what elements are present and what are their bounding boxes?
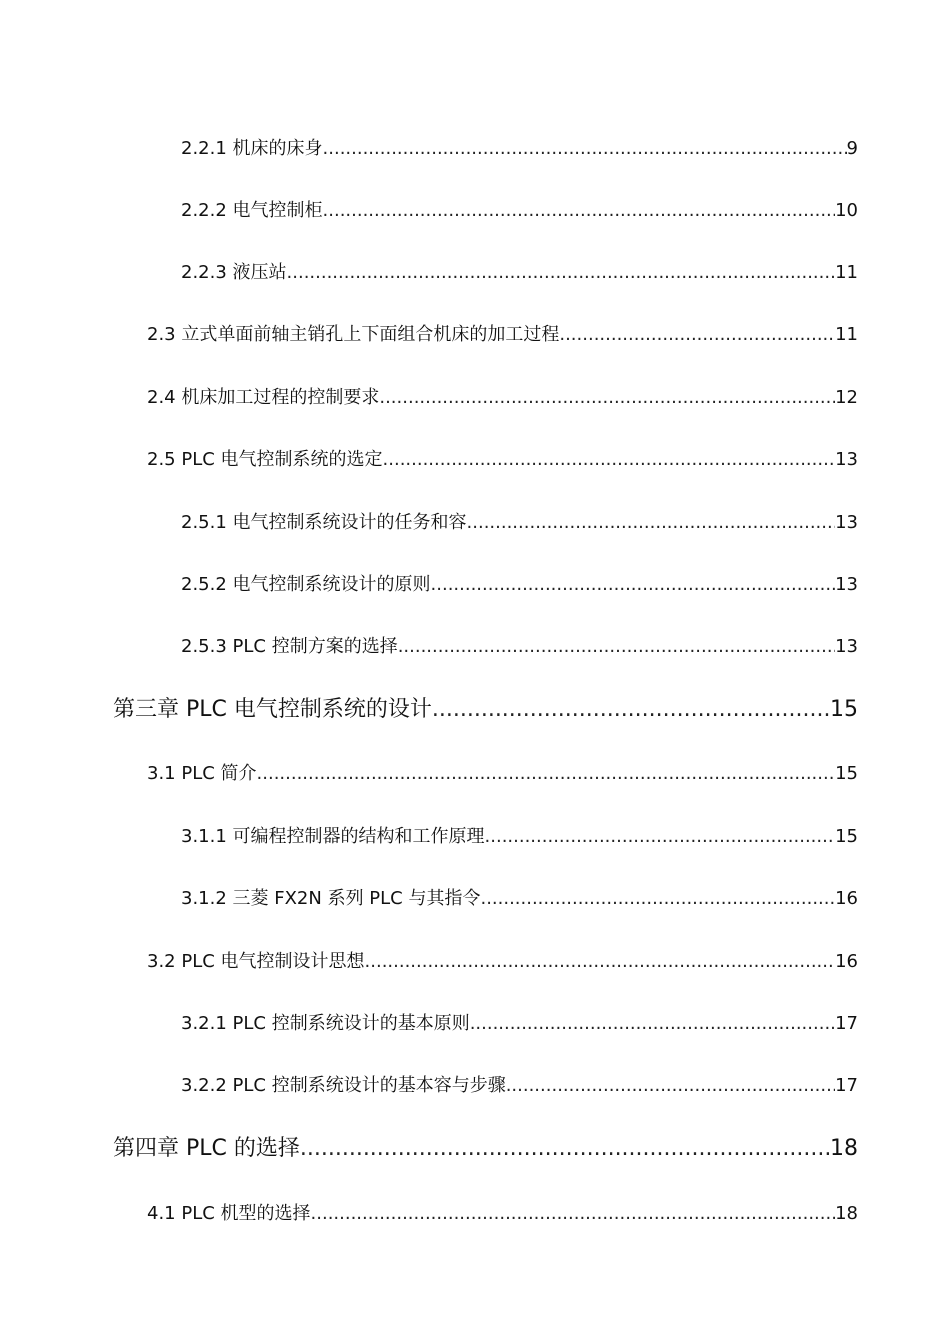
toc-entry-label: 4.1 PLC 机型的选择 xyxy=(147,1203,311,1224)
dot-leader xyxy=(379,386,835,410)
dot-leader xyxy=(257,762,836,786)
toc-entry-page: 17 xyxy=(835,1075,858,1096)
toc-entry-2-2-2[interactable] xyxy=(181,199,858,223)
dot-leader xyxy=(467,511,836,535)
dot-leader xyxy=(559,323,835,347)
toc-entry-page: 15 xyxy=(830,697,858,722)
toc-entry-page: 11 xyxy=(835,324,858,345)
toc-entry-2-5-1[interactable] xyxy=(181,511,858,535)
toc-entry-label: 2.5 PLC 电气控制系统的选定 xyxy=(147,449,383,470)
dot-leader xyxy=(470,1012,835,1036)
toc-entry-3-2[interactable] xyxy=(147,950,858,974)
toc-entry-label: 2.2.1 机床的床身 xyxy=(181,138,323,159)
toc-entry-label: 第三章 PLC 电气控制系统的设计 xyxy=(113,697,432,722)
toc-entry-chapter-3[interactable] xyxy=(113,696,858,724)
toc-entry-3-1-1[interactable] xyxy=(181,825,858,849)
toc-entry-label: 3.2.2 PLC 控制系统设计的基本容与步骤 xyxy=(181,1075,506,1096)
toc-entry-page: 15 xyxy=(835,763,858,784)
toc-entry-4-1[interactable] xyxy=(147,1202,858,1226)
toc-entry-chapter-4[interactable] xyxy=(113,1135,858,1163)
toc-entry-page: 16 xyxy=(835,951,858,972)
toc-entry-page: 18 xyxy=(835,1203,858,1224)
toc-entry-page: 17 xyxy=(835,1013,858,1034)
toc-entry-label: 2.2.2 电气控制柜 xyxy=(181,200,323,221)
toc-entry-label: 2.4 机床加工过程的控制要求 xyxy=(147,387,380,408)
dot-leader xyxy=(432,696,830,724)
toc-entry-label: 2.2.3 液压站 xyxy=(181,262,287,283)
toc-entry-page: 16 xyxy=(835,888,858,909)
toc-entry-page: 13 xyxy=(835,636,858,657)
dot-leader xyxy=(506,1074,835,1098)
toc-entry-3-2-1[interactable] xyxy=(181,1012,858,1036)
dot-leader xyxy=(287,261,836,285)
toc-entry-label: 3.2.1 PLC 控制系统设计的基本原则 xyxy=(181,1013,470,1034)
toc-entry-2-5[interactable] xyxy=(147,448,858,472)
toc-entry-page: 13 xyxy=(835,512,858,533)
toc-entry-page: 13 xyxy=(835,449,858,470)
dot-leader xyxy=(300,1135,830,1163)
toc-entry-page: 18 xyxy=(830,1136,858,1161)
toc-entry-page: 12 xyxy=(835,387,858,408)
toc-entry-2-5-2[interactable] xyxy=(181,573,858,597)
toc-entry-2-5-3[interactable] xyxy=(181,635,858,659)
dot-leader xyxy=(398,635,835,659)
toc-entry-label: 3.2 PLC 电气控制设计思想 xyxy=(147,951,365,972)
toc-entry-page: 11 xyxy=(835,262,858,283)
toc-entry-label: 2.5.3 PLC 控制方案的选择 xyxy=(181,636,398,657)
toc-entry-3-1-2[interactable] xyxy=(181,887,858,911)
toc-entry-2-2-1[interactable] xyxy=(181,137,858,161)
dot-leader xyxy=(480,887,835,911)
toc-entry-3-2-2[interactable] xyxy=(181,1074,858,1098)
toc-entry-2-4[interactable] xyxy=(147,386,858,410)
toc-entry-2-3[interactable] xyxy=(147,323,858,347)
toc-entry-label: 2.5.1 电气控制系统设计的任务和容 xyxy=(181,512,467,533)
toc-entry-label: 3.1.1 可编程控制器的结构和工作原理 xyxy=(181,826,485,847)
toc-entry-2-2-3[interactable] xyxy=(181,261,858,285)
toc-entry-page: 15 xyxy=(835,826,858,847)
toc-entry-label: 3.1.2 三菱 FX2N 系列 PLC 与其指令 xyxy=(181,888,481,909)
toc-entry-label: 2.3 立式单面前轴主销孔上下面组合机床的加工过程 xyxy=(147,324,560,345)
toc-entry-3-1[interactable] xyxy=(147,762,858,786)
toc-entry-page: 10 xyxy=(835,200,858,221)
toc-entry-label: 2.5.2 电气控制系统设计的原则 xyxy=(181,574,431,595)
dot-leader xyxy=(311,1202,836,1226)
toc-entry-page: 13 xyxy=(835,574,858,595)
dot-leader xyxy=(431,573,836,597)
toc-entry-label: 3.1 PLC 简介 xyxy=(147,763,257,784)
dot-leader xyxy=(323,137,847,161)
dot-leader xyxy=(323,199,836,223)
dot-leader xyxy=(383,448,836,472)
toc-entry-label: 第四章 PLC 的选择 xyxy=(113,1136,300,1161)
dot-leader xyxy=(365,950,836,974)
dot-leader xyxy=(485,825,836,849)
toc-entry-page: 9 xyxy=(846,138,858,159)
